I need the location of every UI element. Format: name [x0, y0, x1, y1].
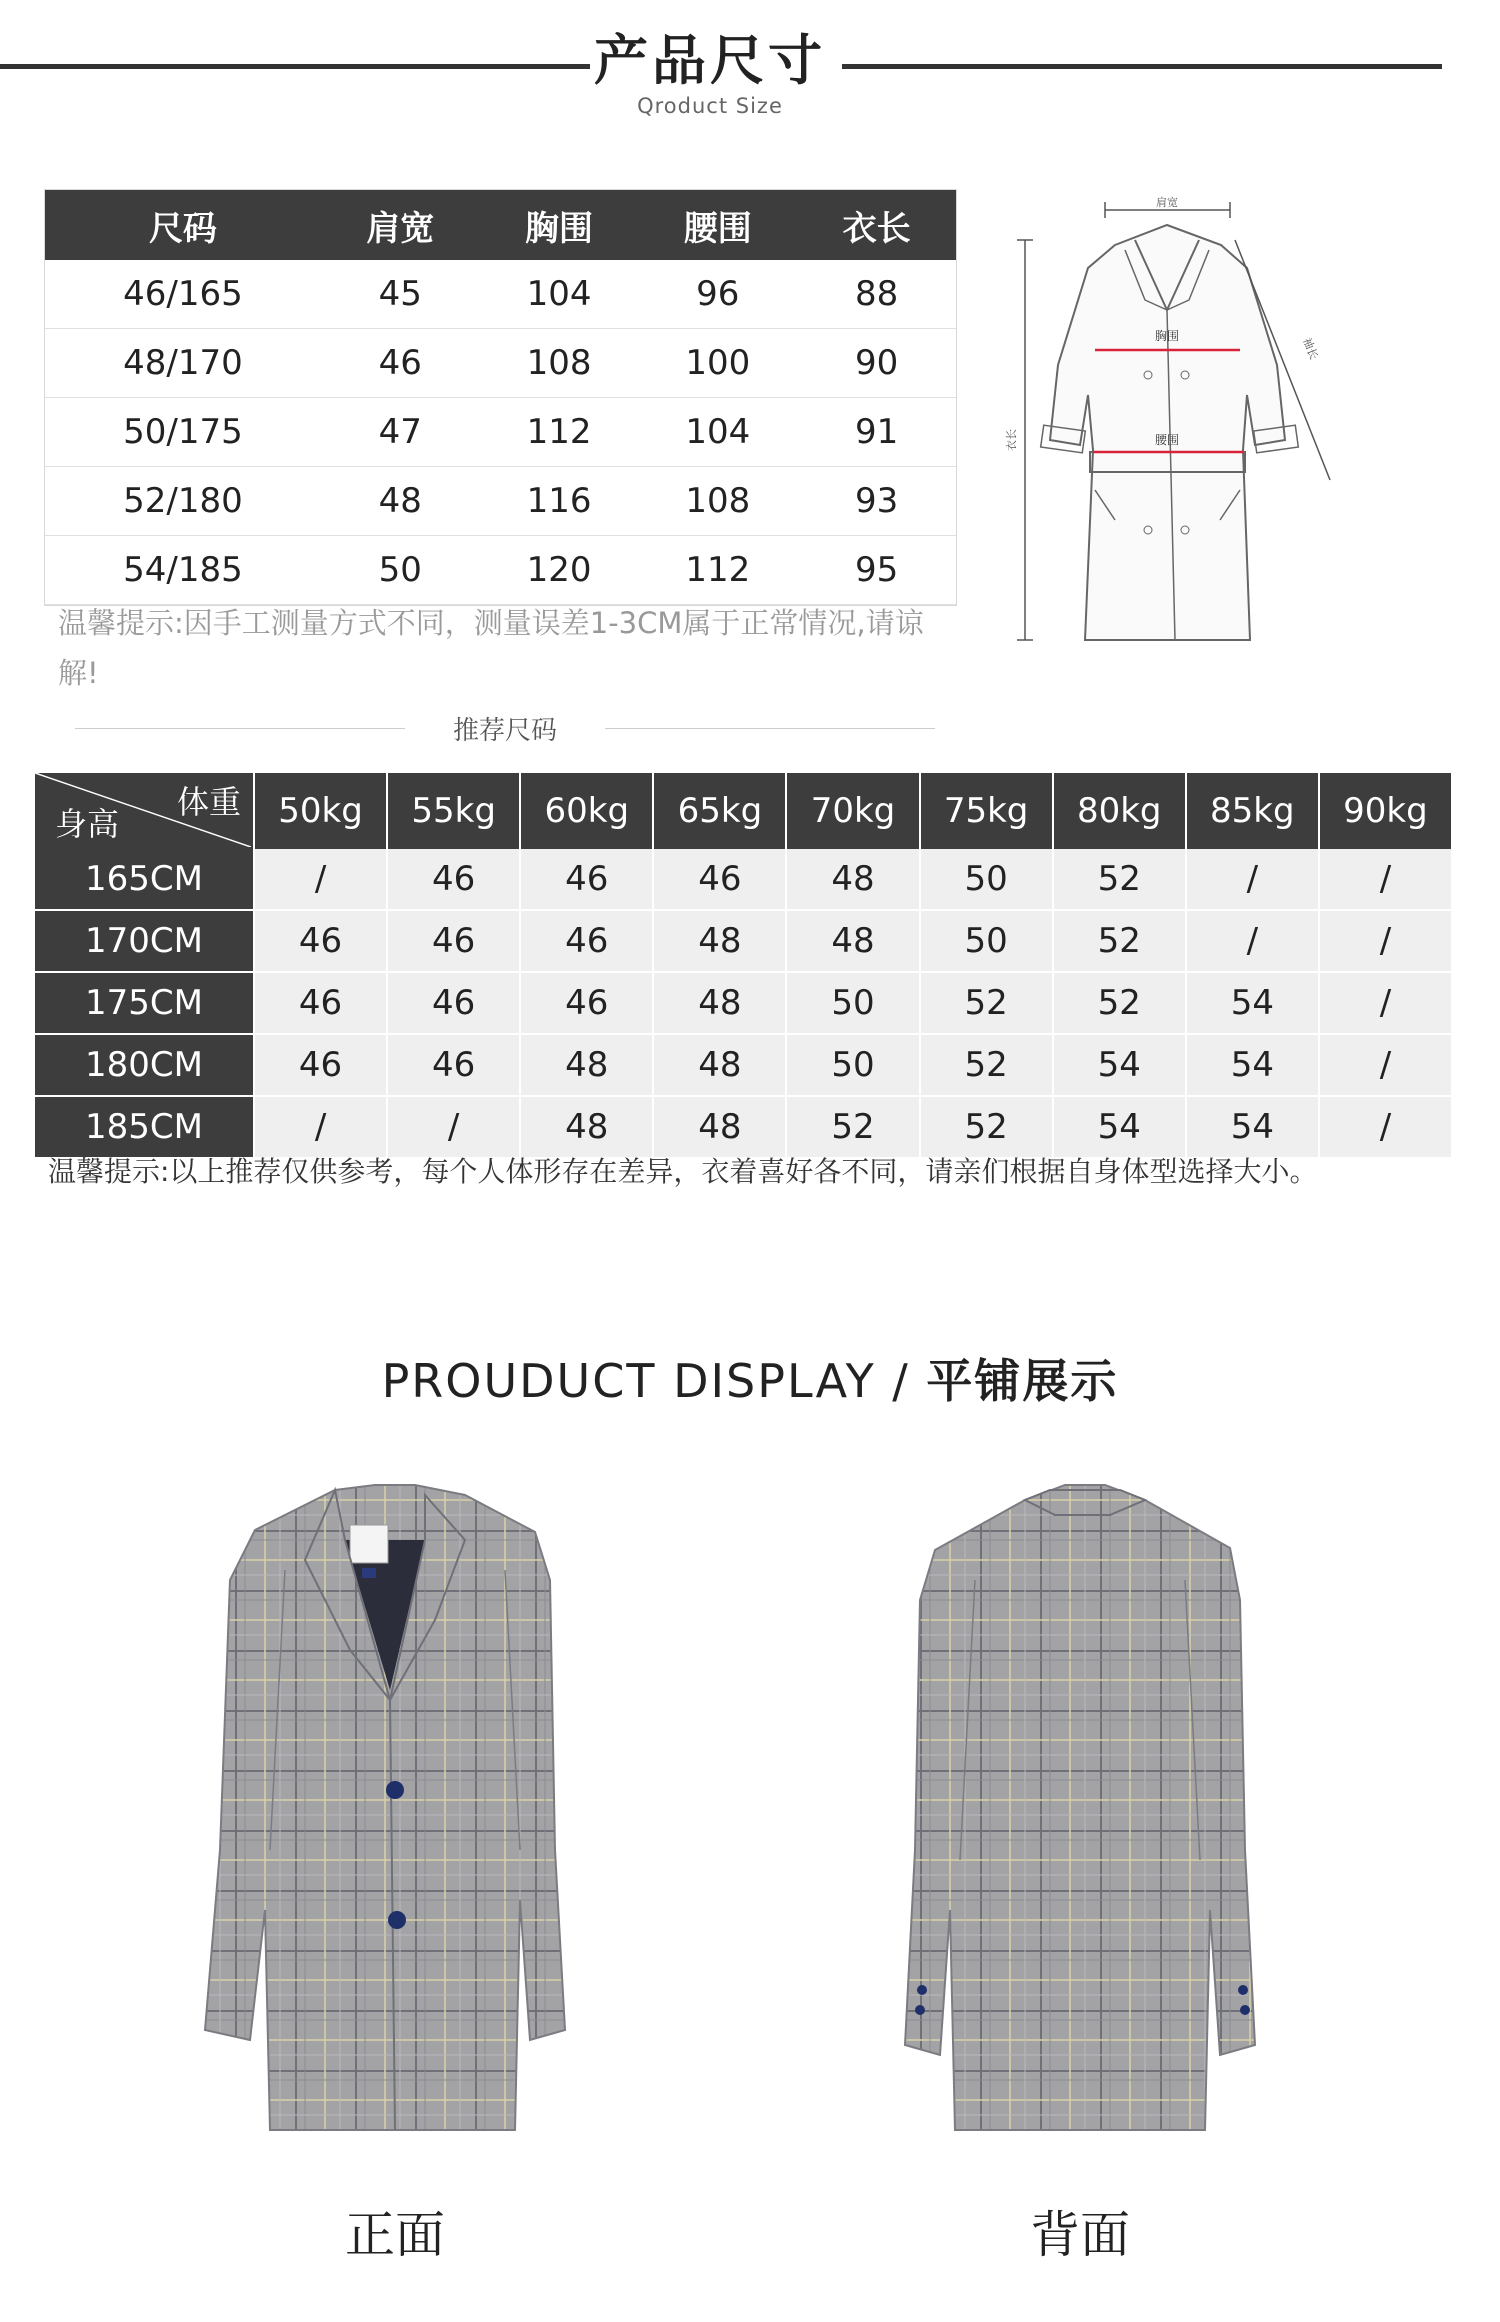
height-label: 身高 — [55, 805, 120, 843]
height-cell: 180CM — [35, 1034, 254, 1096]
size-cell: 108 — [480, 329, 639, 398]
weight-header: 60kg — [520, 773, 653, 849]
weight-header: 90kg — [1319, 773, 1452, 849]
coat-front-image — [175, 1470, 615, 2150]
size-cell: 45 — [321, 260, 480, 329]
weight-header: 70kg — [786, 773, 919, 849]
table-row — [45, 329, 956, 398]
rec-cell: 48 — [653, 910, 786, 972]
size-cell: 116 — [480, 467, 639, 536]
rec-cell: 48 — [786, 910, 919, 972]
size-cell: 112 — [480, 398, 639, 467]
rec-cell: 52 — [1053, 849, 1186, 910]
rec-cell: 46 — [387, 1034, 520, 1096]
display-title-en: PROUDUCT DISPLAY / — [381, 1354, 910, 1408]
back-caption: 背面 — [1030, 2206, 1130, 2264]
rec-cell: 46 — [254, 972, 387, 1034]
table-row — [35, 1034, 1452, 1096]
size-cell: 93 — [797, 467, 956, 536]
recommend-table — [35, 773, 1453, 1159]
header-rule-right — [842, 64, 1442, 69]
rec-cell: 48 — [653, 1034, 786, 1096]
weight-label: 体重 — [176, 783, 241, 821]
size-cell: 88 — [797, 260, 956, 329]
display-title — [0, 1345, 1500, 1411]
rec-cell: 50 — [920, 910, 1053, 972]
rec-cell: 46 — [387, 849, 520, 910]
waist-label: 腰围 — [1154, 433, 1180, 447]
height-cell: 165CM — [35, 849, 254, 910]
rec-cell: 50 — [786, 972, 919, 1034]
height-cell: 185CM — [35, 1096, 254, 1158]
rec-cell: / — [1319, 972, 1452, 1034]
table-row — [35, 849, 1452, 910]
size-table-header — [45, 190, 956, 260]
height-cell: 175CM — [35, 972, 254, 1034]
rec-cell: 48 — [520, 1096, 653, 1158]
recommend-title: 推荐尺码 — [452, 716, 557, 746]
size-cell: 120 — [480, 536, 639, 605]
size-cell: 46 — [321, 329, 480, 398]
table-row — [45, 398, 956, 467]
rec-cell: / — [1186, 910, 1319, 972]
rec-cell: 50 — [786, 1034, 919, 1096]
size-cell: 54/185 — [45, 536, 321, 605]
size-cell: 52/180 — [45, 467, 321, 536]
weight-header: 75kg — [920, 773, 1053, 849]
size-cell: 104 — [638, 398, 797, 467]
rec-cell: 48 — [653, 972, 786, 1034]
rec-cell: 50 — [920, 849, 1053, 910]
weight-header: 85kg — [1186, 773, 1319, 849]
rec-cell: 52 — [1053, 910, 1186, 972]
height-cell: 170CM — [35, 910, 254, 972]
rec-cell: / — [1319, 910, 1452, 972]
rec-cell: 46 — [653, 849, 786, 910]
size-cell: 100 — [638, 329, 797, 398]
table-row — [45, 467, 956, 536]
size-cell: 95 — [797, 536, 956, 605]
size-col-header: 胸围 — [480, 190, 639, 260]
rec-cell: 46 — [254, 1034, 387, 1096]
size-cell: 104 — [480, 260, 639, 329]
table-row — [45, 536, 956, 605]
size-col-header: 腰围 — [638, 190, 797, 260]
recommend-note: 温馨提示:以上推荐仅供参考，每个人体形存在差异，衣着喜好各不同，请亲们根据自身体型选择大小。 — [48, 1155, 1318, 1188]
size-cell: 90 — [797, 329, 956, 398]
length-label: 衣长 — [1005, 429, 1018, 451]
table-row — [35, 910, 1452, 972]
shoulder-label: 肩宽 — [1156, 196, 1178, 209]
rec-cell: 48 — [786, 849, 919, 910]
display-title-cn: 平铺展示 — [926, 1354, 1119, 1408]
table-row — [35, 972, 1452, 1034]
size-table — [45, 190, 956, 605]
recommend-header-row — [35, 773, 1452, 849]
weight-header: 50kg — [254, 773, 387, 849]
size-col-header: 肩宽 — [321, 190, 480, 260]
size-cell: 50/175 — [45, 398, 321, 467]
page-title: 产品尺寸 — [594, 29, 826, 92]
rec-cell: 54 — [1053, 1096, 1186, 1158]
rec-cell: 48 — [520, 1034, 653, 1096]
rec-cell: 46 — [520, 972, 653, 1034]
rec-cell: 46 — [387, 972, 520, 1034]
divider — [605, 728, 935, 729]
front-caption: 正面 — [345, 2206, 445, 2264]
weight-header: 65kg — [653, 773, 786, 849]
rec-cell: 54 — [1186, 1034, 1319, 1096]
rec-cell: 46 — [254, 910, 387, 972]
table-row — [35, 1096, 1452, 1158]
rec-cell: / — [1319, 1034, 1452, 1096]
rec-cell: / — [254, 1096, 387, 1158]
weight-header: 55kg — [387, 773, 520, 849]
size-cell: 50 — [321, 536, 480, 605]
size-cell: 47 — [321, 398, 480, 467]
rec-cell: / — [1319, 1096, 1452, 1158]
divider — [75, 728, 405, 729]
measurement-note: 温馨提示:因手工测量方式不同，测量误差1-3CM属于正常情况,请谅解! — [58, 606, 924, 690]
rec-cell: / — [1186, 849, 1319, 910]
rec-cell: 46 — [520, 910, 653, 972]
size-cell: 96 — [638, 260, 797, 329]
rec-cell: 48 — [653, 1096, 786, 1158]
size-col-header: 尺码 — [45, 190, 321, 260]
coat-back-image — [860, 1470, 1300, 2150]
rec-cell: 54 — [1053, 1034, 1186, 1096]
rec-cell: 54 — [1186, 972, 1319, 1034]
rec-cell: / — [254, 849, 387, 910]
size-cell: 46/165 — [45, 260, 321, 329]
rec-cell: 52 — [920, 1034, 1053, 1096]
rec-cell: 52 — [920, 972, 1053, 1034]
sleeve-label: 袖长 — [1300, 336, 1321, 362]
rec-cell: / — [1319, 849, 1452, 910]
size-cell: 112 — [638, 536, 797, 605]
size-cell: 48/170 — [45, 329, 321, 398]
rec-cell: 46 — [520, 849, 653, 910]
rec-cell: 52 — [920, 1096, 1053, 1158]
size-col-header: 衣长 — [797, 190, 956, 260]
size-cell: 48 — [321, 467, 480, 536]
coat-measurement-diagram — [985, 190, 1405, 660]
weight-header: 80kg — [1053, 773, 1186, 849]
recommend-title-wrap — [75, 708, 935, 748]
rec-cell: 52 — [1053, 972, 1186, 1034]
header-rule-left — [0, 64, 590, 69]
rec-cell: 54 — [1186, 1096, 1319, 1158]
page-subtitle: Qroduct Size — [637, 94, 783, 118]
rec-cell: / — [387, 1096, 520, 1158]
corner-cell — [35, 773, 254, 849]
rec-cell: 46 — [387, 910, 520, 972]
size-cell: 91 — [797, 398, 956, 467]
size-cell: 108 — [638, 467, 797, 536]
rec-cell: 52 — [786, 1096, 919, 1158]
chest-label: 胸围 — [1154, 329, 1180, 343]
table-row — [45, 260, 956, 329]
